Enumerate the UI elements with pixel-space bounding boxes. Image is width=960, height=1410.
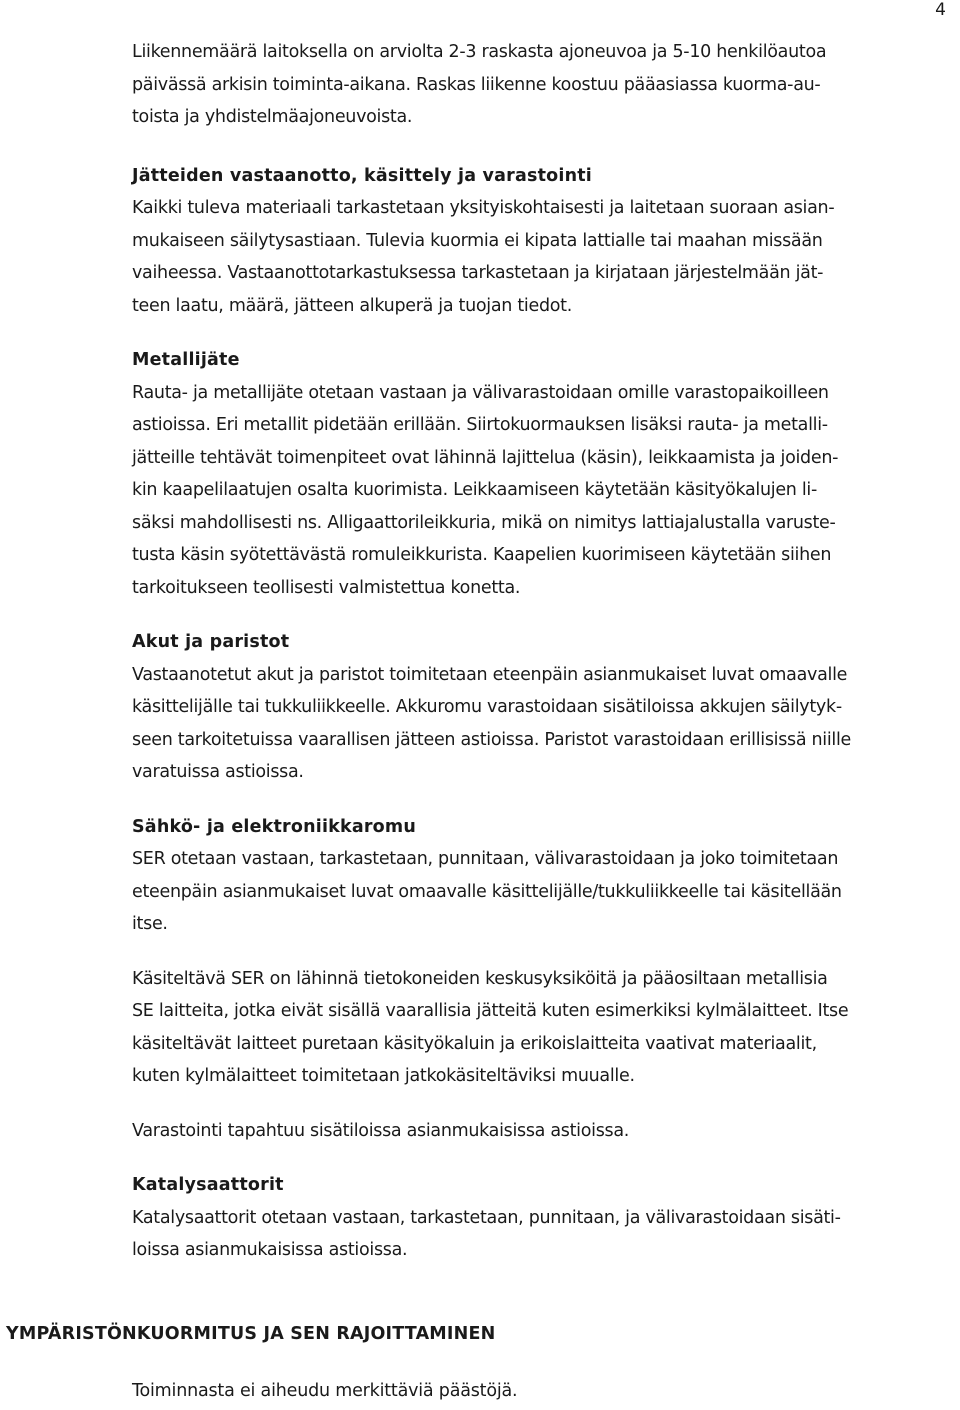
page-number: 4 — [935, 0, 946, 20]
text-line: tusta käsin syötettävästä romuleikkurista. Kaapelien kuorimiseen käytetään siihen — [132, 545, 832, 565]
section-heading: Sähkö- ja elektroniikkaromu — [132, 816, 416, 837]
text-line: Vastaanotetut akut ja paristot toimitetaan eteenpäin asianmukaiset luvat omaavalle — [132, 664, 848, 685]
section-heading: Katalysaattorit — [132, 1175, 284, 1195]
section-paragraph — [132, 659, 940, 789]
text-line: mukaiseen säilytysastiaan. Tulevia kuormia ei kipata lattialle tai maahan missään — [132, 230, 823, 251]
text-line: säksi mahdollisesti ns. Alligaattorileikkuria, mikä on nimitys lattiajalustalla varuste- — [132, 512, 836, 533]
text-line: Rauta- ja metallijäte otetaan vastaan ja välivarastoidaan omille varastopaikoilleen — [132, 382, 829, 403]
section-paragraph — [132, 192, 940, 322]
section-heading: Jätteiden vastaanotto, käsittely ja varastointi — [132, 165, 592, 186]
text-line: Varastointi tapahtuu sisätiloissa asianmukaisissa astioissa. — [132, 1120, 630, 1141]
section-catalytic-converters — [132, 1169, 940, 1267]
text-line: Liikennemäärä laitoksella on arviolta 2-3 raskasta ajoneuvoa ja 5-10 henkilöautoa — [132, 42, 827, 62]
section-metal-waste — [132, 344, 940, 604]
text-line: loissa asianmukaisissa astioissa. — [132, 1240, 408, 1260]
text-line: käsiteltävät laitteet puretaan käsityökaluin ja erikoislaitteita vaativat materiaalit, — [132, 1033, 817, 1054]
section-paragraph — [132, 377, 940, 605]
text-line: jätteille tehtävät toimenpiteet ovat lähinnä lajittelua (käsin), leikkaamista ja joiden- — [132, 447, 839, 468]
text-line: kuten kylmälaitteet toimitetaan jatkokäsiteltäviksi muualle. — [132, 1066, 635, 1086]
text-line: Katalysaattorit otetaan vastaan, tarkastetaan, punnitaan, ja välivarastoidaan sisäti- — [132, 1207, 841, 1228]
document-body — [132, 36, 940, 1267]
text-line: eteenpäin asianmukaiset luvat omaavalle käsittelijälle/tukkuliikkeelle tai käsitellään — [132, 881, 842, 902]
text-line: käsittelijälle tai tukkuliikkeelle. Akkuromu varastoidaan sisätiloissa akkujen säilytyk- — [132, 697, 842, 717]
section-paragraph — [132, 963, 940, 1093]
text-line: toista ja yhdistelmäajoneuvoista. — [132, 107, 413, 127]
section-batteries — [132, 626, 940, 789]
section-heading: Akut ja paristot — [132, 632, 290, 652]
text-line: SE laitteita, jotka eivät sisällä vaarallisia jätteitä kuten esimerkiksi kylmälaitteet. Itse — [132, 1001, 849, 1021]
section-electronics-waste — [132, 811, 940, 1148]
text-line: tarkoitukseen teollisesti valmistettua konetta. — [132, 577, 521, 598]
section-paragraph — [132, 1202, 940, 1267]
main-section-text: Toiminnasta ei aiheudu merkittäviä päästöjä. — [132, 1381, 518, 1401]
text-line: SER otetaan vastaan, tarkastetaan, punnitaan, välivarastoidaan ja joko toimitetaan — [132, 849, 839, 869]
text-line: Käsiteltävä SER on lähinnä tietokoneiden keskusyksiköitä ja pääosiltaan metallisia — [132, 968, 828, 989]
text-line: seen tarkoitetuissa vaarallisen jätteen astioissa. Paristot varastoidaan erillisissä niille — [132, 729, 852, 750]
intro-paragraph — [132, 36, 940, 134]
section-heading: Metallijäte — [132, 350, 240, 370]
text-line: Kaikki tuleva materiaali tarkastetaan yksityiskohtaisesti ja laitetaan suoraan asian- — [132, 198, 835, 218]
text-line: varatuissa astioissa. — [132, 762, 304, 782]
section-waste-reception — [132, 160, 940, 323]
text-line: kin kaapelilaatujen osalta kuorimista. Leikkaamiseen käytetään käsityökalujen li- — [132, 480, 817, 500]
section-paragraph — [132, 1115, 940, 1148]
section-paragraph — [132, 843, 940, 941]
text-line: vaiheessa. Vastaanottotarkastuksessa tarkastetaan ja kirjataan järjestelmään jät- — [132, 263, 824, 283]
text-line: päivässä arkisin toiminta-aikana. Raskas liikenne koostuu pääasiassa kuorma-au- — [132, 74, 821, 95]
text-line: itse. — [132, 914, 168, 934]
main-section-title: YMPÄRISTÖNKUORMITUS JA SEN RAJOITTAMINEN — [6, 1324, 496, 1344]
text-line: astioissa. Eri metallit pidetään erillään. Siirtokuormauksen lisäksi rauta- ja metalli- — [132, 415, 828, 435]
text-line: teen laatu, määrä, jätteen alkuperä ja tuojan tiedot. — [132, 295, 572, 316]
